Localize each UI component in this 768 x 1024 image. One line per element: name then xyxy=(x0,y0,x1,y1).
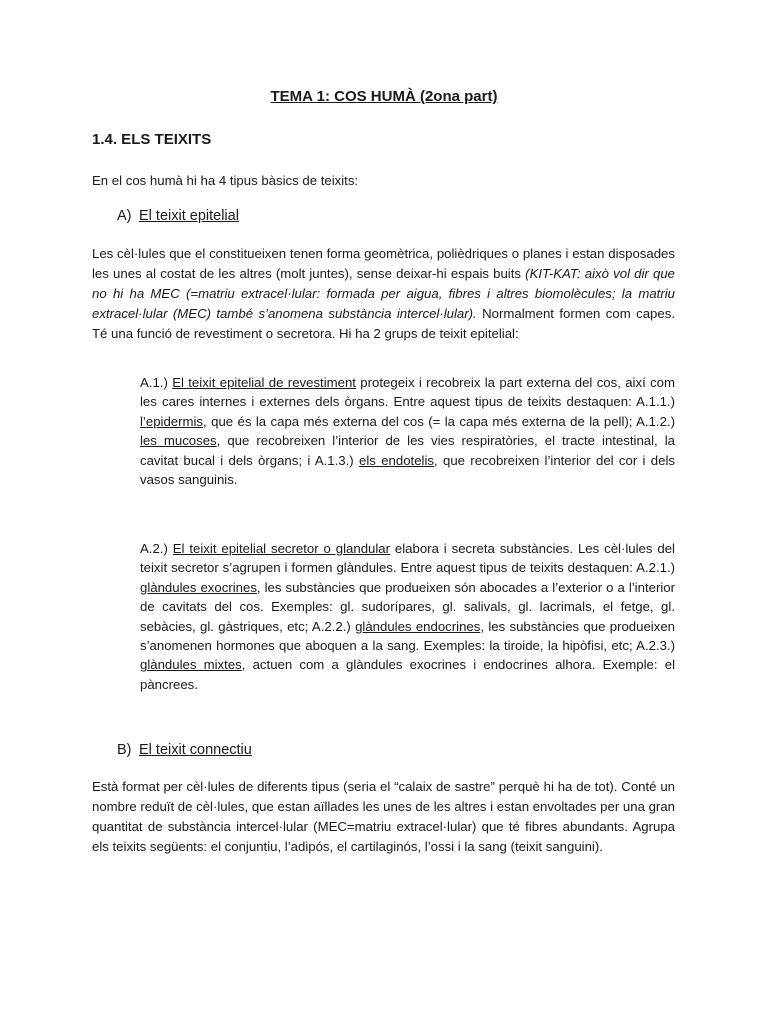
epithelial-text-end: Normalment formen com capes. Té una funció de revestiment o secretora. Hi ha 2 grups de teixit epitelial: xyxy=(92,306,675,341)
a2-text-2: , les substàncies que produeixen són abocades a l’exterior o a l’interior de cavitats del cos. Exemples: gl. sudorípares, gl. salivals, gl. lacrimals, el fetge, gl. sebàcies, gl. gàstriques, etc; A.2.2.) xyxy=(140,579,675,634)
a1-prefix: A.1.) xyxy=(140,375,173,390)
a1-paragraph xyxy=(140,373,675,489)
intro-paragraph: En el cos humà hi ha 4 tipus bàsics de teixits: xyxy=(92,173,359,188)
a1-mucoses: les mucoses xyxy=(140,433,217,449)
section-heading: 1.4. ELS TEIXITS xyxy=(92,131,212,148)
subsection-b-letter: B) xyxy=(117,742,132,758)
subsection-a-title: El teixit epitelial xyxy=(139,208,239,224)
a2-text-3: , les substàncies que produeixen s’anomenen hormones que aboquen a la sang. Exemples: la tiroide, la hipòfisi, etc; A.2.3.) xyxy=(140,618,675,654)
a2-prefix: A.2.) xyxy=(140,541,173,556)
a2-text-1: elabora i secreta substàncies. Les cèl·lules del teixit secretor s’agrupen i formen glàndules. Entre aquest tipus de teixits destaquen: A.2.1.) xyxy=(140,541,675,576)
a2-exocrines: glàndules exocrines xyxy=(140,579,257,595)
a1-epidermis: l’epidermis xyxy=(140,413,204,429)
a1-text-4: , que recobreixen l’interior del cor i dels vasos sanguinis. xyxy=(140,452,676,488)
a1-term: El teixit epitelial de revestiment xyxy=(172,375,356,390)
a2-mixtes: glàndules mixtes xyxy=(140,657,242,673)
epithelial-italic-note: (KIT-KAT: això vol dir que no hi ha MEC (=matriu extracel·lular: formada per aigua, fibres i altres biomolècules; la matriu extracel·lular (MEC) també s’anomena substància intercel·lular). xyxy=(92,266,675,321)
page-title: TEMA 1: COS HUMÀ (2ona part) xyxy=(270,88,498,105)
a1-endotelis: els endotelis xyxy=(359,452,434,468)
connective-paragraph: Està format per cèl·lules de diferents tipus (seria el “calaix de sastre” perquè hi ha de tot). Conté un nombre reduït de cèl·lules, que estan aïllades les unes de les altres i estan envoltades per una gran quantitat de substància intercel·lular (MEC=matriu extracel·lular) que té fibres abundants. Agrupa els teixits següents: el conjuntiu, l’adipós, el cartilaginós, l’ossi i la sang (teixit sanguini). xyxy=(92,779,675,854)
epithelial-text: Les cèl·lules que el constitueixen tenen forma geomètrica, polièdriques o planes i estan disposades les unes al costat de les altres (molt juntes), sense deixar-hi espais buits xyxy=(92,246,675,281)
a2-paragraph xyxy=(140,539,675,694)
a2-endocrines: glàndules endocrines xyxy=(355,618,481,634)
a1-text-3: , que recobreixen l’interior de les vies respiratòries, el tracte intestinal, la cavitat bucal i dels òrgans; i A.1.3.) xyxy=(140,433,676,468)
a2-text-4: , actuen com a glàndules exocrines i endocrines alhora. Exemple: el pàncrees. xyxy=(140,657,675,692)
epithelial-paragraph xyxy=(92,244,675,344)
subsection-b-title: El teixit connectiu xyxy=(139,742,252,758)
subsection-b-heading xyxy=(117,742,252,758)
a2-term: El teixit epitelial secretor o glandular xyxy=(172,541,391,556)
subsection-a-letter: A) xyxy=(117,208,132,224)
a1-text-2: , que és la capa més externa del cos (= la capa més externa de la pell); A.1.2.) xyxy=(203,413,675,429)
a1-text-1: protegeix i recobreix la part externa del cos, així com les cares internes i externes dels òrgans. Entre aquest tipus de teixits destaquen: A.1.1.) xyxy=(140,375,676,410)
subsection-a-heading xyxy=(117,208,239,224)
